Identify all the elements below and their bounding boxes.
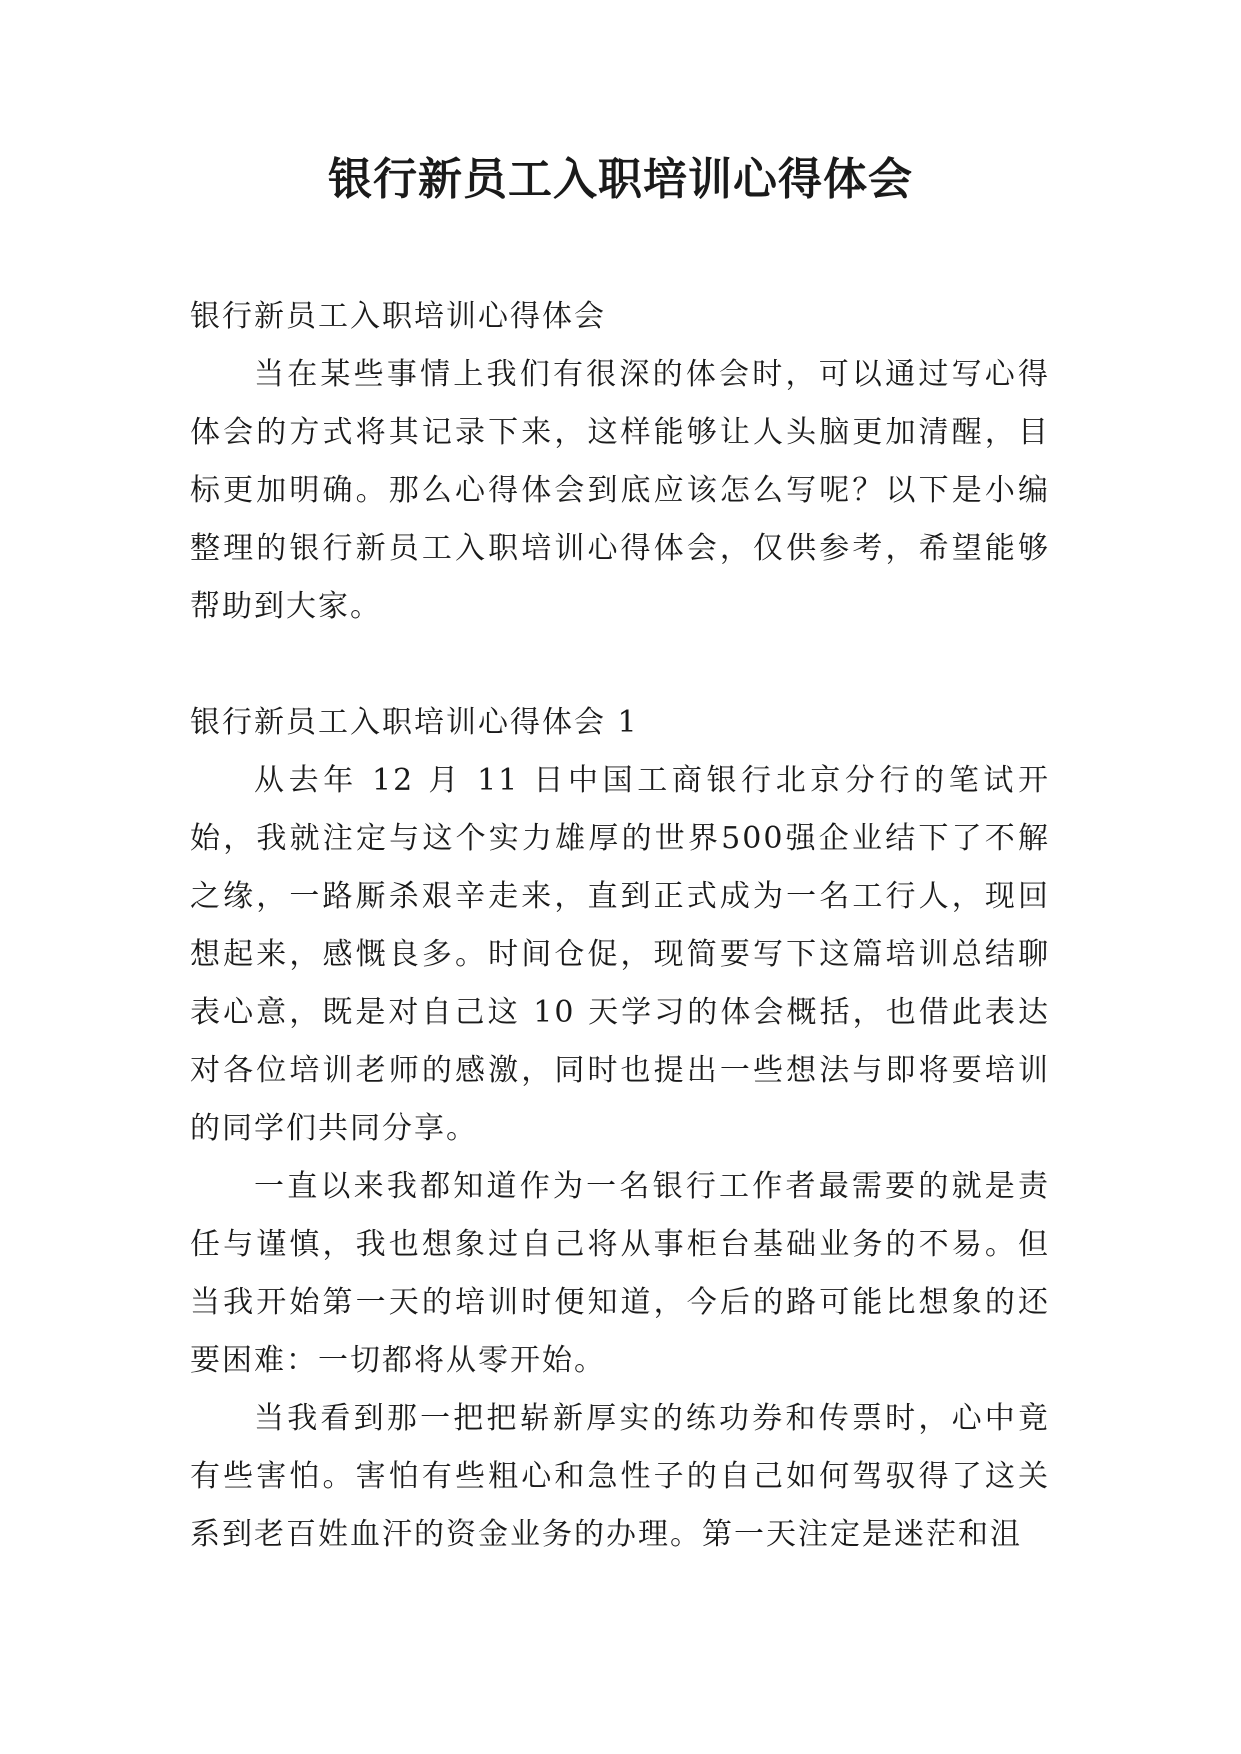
section-1-paragraph: 从去年 12 月 11 日中国工商银行北京分行的笔试开始，我就注定与这个实力雄厚的世界500强企业结下了不解之缘，一路厮杀艰辛走来，直到正式成为一名工行人，现回想起来，感慨良多。时间仓促，现简要写下这篇培训总结聊表心意，既是对自己这 10 天学习的体会概括，也借此表达对各位培训老师的感激，同时也提出一些想法与即将要培训的同学们共同分享。 [190,763,1050,1146]
intro-paragraph: 当在某些事情上我们有很深的体会时，可以通过写心得体会的方式将其记录下来，这样能够让人头脑更加清醒，目标更加明确。那么心得体会到底应该怎么写呢？以下是小编整理的银行新员工入职培训心得体会，仅供参考，希望能够帮助到大家。 [190,357,1050,624]
section-1-paragraph: 一直以来我都知道作为一名银行工作者最需要的就是责任与谨慎，我也想象过自己将从事柜台基础业务的不易。但当我开始第一天的培训时便知道，今后的路可能比想象的还要困难：一切都将从零开始。 [190,1169,1050,1378]
intro-section [190,288,1050,636]
section-1 [190,694,1050,1564]
section-1-paragraph: 当我看到那一把把崭新厚实的练功券和传票时，心中竟有些害怕。害怕有些粗心和急性子的自己如何驾驭得了这关系到老百姓血汗的资金业务的办理。第一天注定是迷茫和沮 [190,1401,1050,1552]
section-1-heading: 银行新员工入职培训心得体会 1 [190,705,639,740]
intro-heading: 银行新员工入职培训心得体会 [190,299,606,334]
document-title: 银行新员工入职培训心得体会 [328,154,913,205]
